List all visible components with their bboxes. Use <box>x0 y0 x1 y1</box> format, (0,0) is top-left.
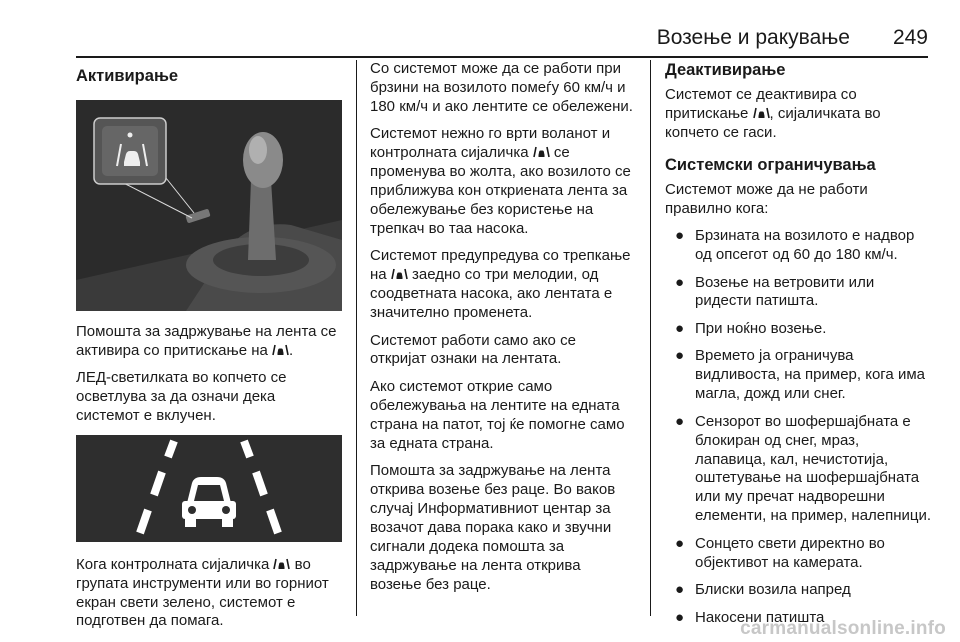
paragraph: Помошта за задржување на лента се активира со притискање на . <box>76 323 337 359</box>
bullet-icon: ● <box>675 412 685 430</box>
list-item: ● Блиски возила напред <box>675 581 851 599</box>
bullet-icon: ● <box>675 319 685 337</box>
list-item: ● Сензорот во шофершајбната е блокиран од снег, мраз, лапавица, кал, нечистотија, оштетување на шофершајбната или му пречат надворешни елементи, на пример, налепници. <box>675 412 932 525</box>
list-item: ● Времето ја ограничува видливоста, на пример, кога има магла, дожд или снег. <box>675 347 925 403</box>
list-item: ● Возење на ветровити или ридести патишта. <box>675 273 875 310</box>
bullet-icon: ● <box>675 227 685 245</box>
list-item: ● Сонцето свети директно во објективот на камерата. <box>675 534 885 571</box>
bullet-icon: ● <box>675 347 685 365</box>
paragraph: Системот предупредува со трепкање на заедно со три мелодии, од соодветната насока, ако лентата е значително променета. <box>370 247 631 322</box>
paragraph: Системот се деактивира со притискање , сијаличката во копчето се гаси. <box>665 86 881 141</box>
list-item: ● При ноќно возење. <box>675 319 827 337</box>
paragraph: Системот работи само ако се откријат ознаки на лентата. <box>370 331 576 368</box>
activation-heading: Активирање <box>76 67 179 85</box>
lane-keep-assist-icon <box>533 146 550 158</box>
deactivation-heading: Деактивирање <box>665 61 786 79</box>
lane-keep-assist-large-icon <box>76 435 342 542</box>
lane-keep-assist-icon <box>391 268 408 280</box>
lane-keep-assist-icon <box>272 344 289 356</box>
column-1 <box>76 66 342 640</box>
bullet-icon: ● <box>675 273 685 291</box>
watermark: carmanualsonline.info <box>740 618 946 639</box>
bullet-icon: ● <box>675 581 685 599</box>
list-item: ● Брзината на возилото е надвор од опсегот од 60 до 180 км/ч. <box>675 227 915 264</box>
page-header <box>0 26 928 56</box>
paragraph: ЛЕД-светилката во копчето се осветлува за да означи дека системот е вклучен. <box>76 369 287 425</box>
lane-keep-assist-icon <box>273 558 290 570</box>
bullet-icon: ● <box>675 534 685 552</box>
paragraph: Системот нежно го врти воланот и контролната сијаличка се променува во жолта, ако возилото се приближува кон откриената лента за обележување без користење на трепкач во таа насока. <box>370 125 631 237</box>
paragraph: Помошта за задржување на лента открива возење без раце. Во ваков случај Информативниот центар за возачот дава порака како и звучни сигнали додека помошта за задржување на лента открива возење без раце. <box>370 462 616 593</box>
page-footer <box>0 606 960 642</box>
limitations-list <box>665 227 933 627</box>
paragraph: Ако системот открие само обележувања на лентите на едната страна на патот, тој ќе помогне само за едната страна. <box>370 377 625 452</box>
page-number: 249 <box>892 26 928 49</box>
column-divider <box>650 60 651 616</box>
list-item: ● Накосени патишта <box>675 608 825 626</box>
column-divider <box>356 60 357 616</box>
console-button-photo <box>76 100 342 311</box>
lane-keep-assist-icon <box>753 107 770 119</box>
system-limits-heading: Системски ограничувања <box>665 155 876 174</box>
section-title: Возење и ракување <box>656 26 850 49</box>
header-divider <box>76 56 928 58</box>
column-3 <box>665 60 933 636</box>
paragraph: Системот може да не работи правилно кога: <box>665 180 868 217</box>
paragraph: Кога контролната сијаличка во групата инструменти или во горниот екран свети зелено, системот е подготвен да помага. <box>76 555 329 630</box>
paragraph: Со системот може да се работи при брзини на возилото помеѓу 60 км/ч и 180 км/ч и ако лентите се обележени. <box>370 60 633 115</box>
bullet-icon: ● <box>675 608 685 626</box>
column-2 <box>370 60 635 603</box>
